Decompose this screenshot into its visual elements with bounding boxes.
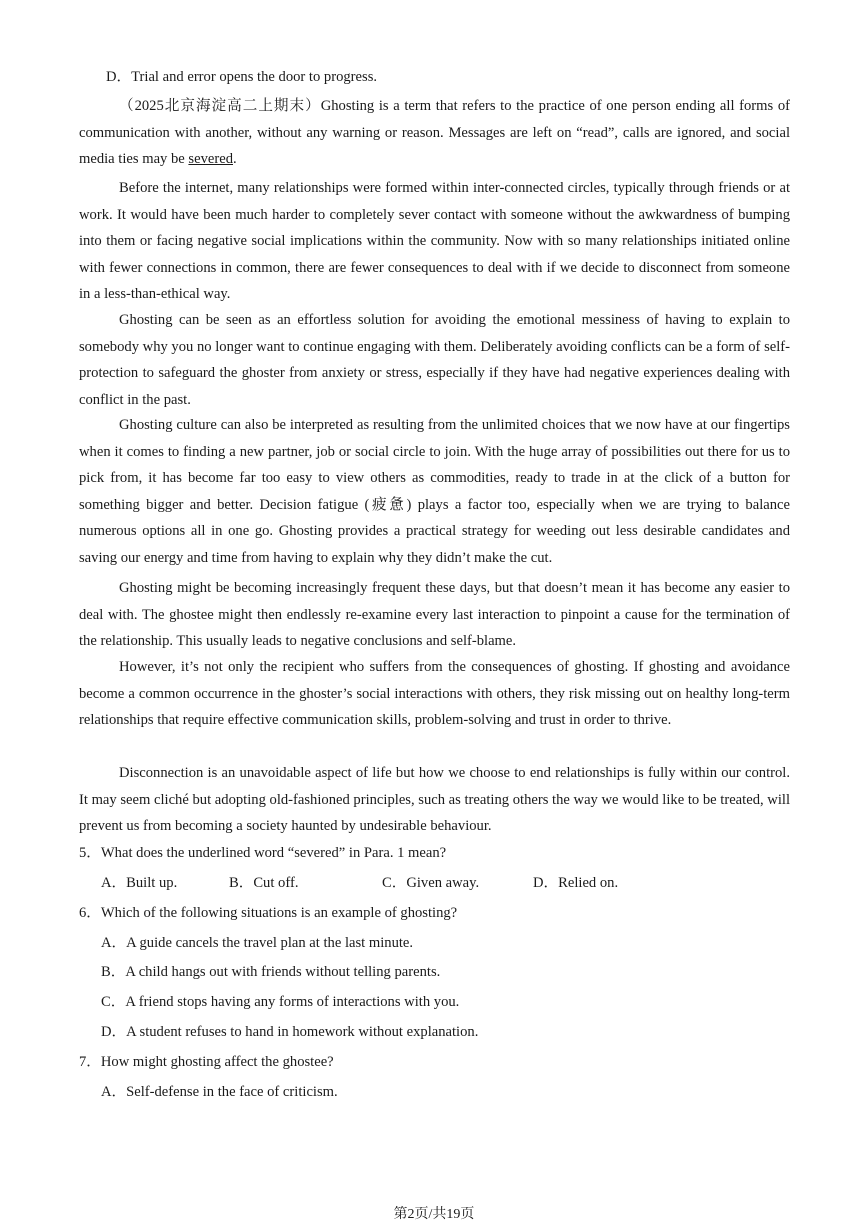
passage-paragraph-6: However, it’s not only the recipient who suffers from the consequences of ghosting. If ghosting and avoidance become a common occurrence in the ghoster’s social interactions with others, they risk missing out on healthy long-term relationships that require effective communication skills, problem-solving and trust in order to thrive. [79,659,790,728]
previous-question-option-d: D．Trial and error opens the door to progress. [106,69,378,85]
page-number-footer: 第2页/共19页 [393,1207,475,1222]
question-5-option-b: B．Cut off. [229,875,299,891]
question-5-option-c: C．Given away. [382,875,480,891]
paragraph-1-text-end: . [233,151,237,167]
underlined-word-severed: severed [188,151,233,167]
passage-paragraph-2: Before the internet, many relationships were formed within inter-connected circles, typically through friends or at work. It would have been much harder to completely sever contact with someone without the awkwardness of bumping into them or facing negative social implications within the community. Now with so many relationships initiated online with fewer connections in common, there are fewer consequences to deal with if we decide to disconnect from someone in a less-than-ethical way. [79,180,790,302]
question-6-option-c: C．A friend stops having any forms of interactions with you. [101,994,460,1010]
question-5-option-d: D．Relied on. [533,875,619,891]
question-5-stem: 5．What does the underlined word “severed” in Para. 1 mean? [79,845,447,861]
paragraph-1-text-start: （2025北京海淀高二上期末）Ghosting is a term that refers to the practice of one person ending all forms of communication with another, without any warning or reason. Messages are left on “read”, calls are ignored, and social media ties may be [79,98,790,167]
passage-paragraph-1 [79,93,790,173]
question-5-option-a: A．Built up. [101,875,178,891]
question-6-option-b: B．A child hangs out with friends without telling parents. [101,964,441,980]
question-7-stem: 7．How might ghosting affect the ghostee? [79,1054,334,1070]
passage-paragraph-7: Disconnection is an unavoidable aspect of life but how we choose to end relationships is fully within our control. It may seem cliché but adopting old-fashioned principles, such as treating others the way we would like to be treated, will prevent us from becoming a society haunted by undesirable behaviour. [79,765,790,834]
question-6-option-d: D．A student refuses to hand in homework without explanation. [101,1024,479,1040]
passage-paragraph-4: Ghosting culture can also be interpreted as resulting from the unlimited choices that we now have at our fingertips when it comes to finding a new partner, job or social circle to join. With the huge array of possibilities out there for us to pick from, it has become far too easy to view others as commodities, ready to trade in at the click of a button for something bigger and better. Decision fatigue (疲惫) plays a factor too, especially when we are trying to balance numerous options all in one go. Ghosting provides a practical strategy for weeding out less desirable candidates and saving our energy and time from having to explain why they didn’t make the cut. [79,417,790,566]
passage-paragraph-5: Ghosting might be becoming increasingly frequent these days, but that doesn’t mean it has become any easier to deal with. The ghostee might then endlessly re-examine every last interaction to pinpoint a cause for the termination of the relationship. This usually leads to negative conclusions and self-blame. [79,580,790,649]
question-7-option-a: A．Self-defense in the face of criticism. [101,1084,338,1100]
question-6-option-a: A．A guide cancels the travel plan at the last minute. [101,935,414,951]
passage-paragraph-3: Ghosting can be seen as an effortless solution for avoiding the emotional messiness of having to explain to somebody why you no longer want to continue engaging with them. Deliberately avoiding conflicts can be a form of self-protection to safeguard the ghoster from anxiety or stress, especially if they have had negative experiences dealing with conflict in the past. [79,312,790,408]
question-6-stem: 6．Which of the following situations is an example of ghosting? [79,905,458,921]
